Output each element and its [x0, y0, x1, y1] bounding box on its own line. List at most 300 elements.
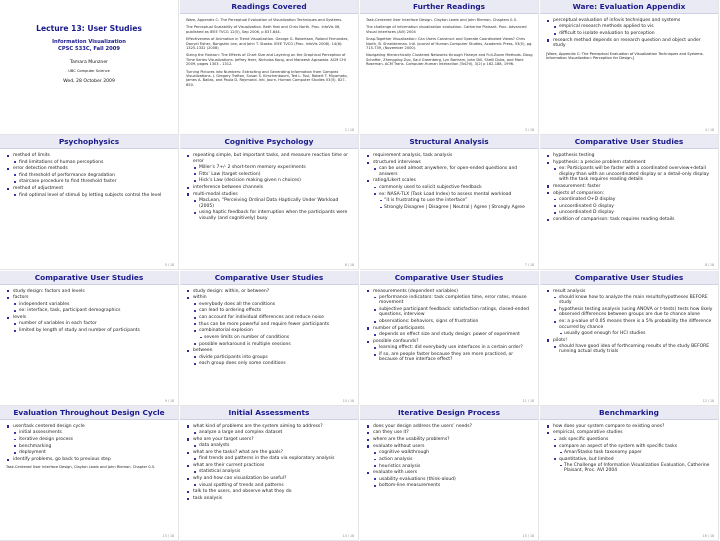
item-text: study design: factors and levels — [13, 288, 85, 294]
slide-title: Structural Analysis — [360, 135, 538, 149]
item-text: evaluate without users — [373, 443, 425, 449]
list-item — [6, 295, 173, 314]
list-item — [193, 322, 353, 327]
slide-5 — [0, 135, 179, 270]
list-item — [13, 160, 173, 165]
reference-entry: The challenge of information visualization evaluation. Catherine Plaisant. Proc. Advanced Visual Interfaces (AVI) 2004 — [366, 25, 527, 34]
item-text: depends on effect size and study design: power of experiment — [379, 332, 520, 338]
item-text: levels — [13, 315, 27, 321]
item-text: can they use it? — [373, 430, 409, 436]
slide-title: Initial Assessments — [180, 406, 358, 420]
item-text: independent variables — [19, 301, 70, 307]
list-item — [13, 308, 173, 313]
item-text: research method depends on research question and object under study — [553, 37, 701, 49]
slide-title: Psychophysics — [0, 135, 178, 149]
slide-title: Comparative User Studies — [540, 135, 718, 149]
list-item — [13, 193, 173, 198]
list-item — [193, 198, 353, 209]
page-number: 7 / 18 — [524, 263, 534, 268]
item-text: find trends and patterns in the data via exploratory analysis — [199, 456, 335, 462]
list-item — [546, 338, 713, 355]
bullet-list — [6, 153, 173, 198]
page-number: 12 / 18 — [702, 398, 714, 403]
list-item — [553, 204, 713, 209]
item-text: action analysis — [379, 456, 413, 462]
list-item — [193, 302, 353, 307]
bullet-list — [373, 332, 533, 337]
bullet-list — [553, 166, 713, 182]
list-item — [366, 153, 533, 158]
list-item — [193, 165, 353, 170]
list-item — [373, 464, 533, 469]
bullet-list — [13, 193, 173, 198]
bullet-list — [373, 345, 533, 363]
list-item — [373, 307, 533, 318]
list-item — [6, 166, 173, 185]
reference-entry: Navigating Hierarchically Clustered Networks through Fisheye and Full-Zoom Methods. Doug Schaffer, Zhengping Zuo, Saul Greenberg, Lyn Bartram, John Dill, Shelli Dubs, and Mark Roseman. ACM Trans. Computer-Human Interaction (ToCHI), 3(2) p 162-188, 1996. — [366, 53, 533, 67]
item-text: heuristics analysis — [379, 463, 421, 469]
item-text: method of adjustment — [13, 186, 64, 192]
page-number: 8 / 18 — [704, 263, 714, 268]
item-text: ex: Participants will be faster with a coordinated overview+detail display than with an uncoordinated display or a detail-only display with the task requires reading details — [559, 166, 709, 183]
item-text: what are the tasks? what are the goals? — [193, 449, 284, 455]
list-item — [553, 319, 713, 336]
list-item — [546, 217, 713, 222]
item-text: condition of comparison: task requires reading details — [553, 217, 675, 223]
bullet-list — [373, 450, 533, 469]
list-item — [373, 483, 533, 488]
list-item — [366, 470, 533, 489]
item-text: between — [193, 348, 213, 354]
reference-entry: The Perceptual Scalability of Visualization. Beth Yost and Chris North. Proc. InfoVis 06, published as IEEE TVCG 12(5), Sep 2006, p 837-844. — [186, 25, 341, 34]
item-text: data analysts — [199, 443, 230, 449]
course-name: Information Visualization — [52, 39, 126, 45]
slide-title: Evaluation Throughout Design Cycle — [0, 406, 178, 420]
list-item — [366, 160, 533, 177]
list-item — [186, 424, 353, 436]
item-text: combinatorial explosion — [199, 328, 253, 334]
reference-entry: Ware, Appendix C: The Perceptual Evaluation of Visualization Techniques and Systems. — [186, 18, 343, 22]
item-text: limited by length of study and number of participants — [19, 328, 140, 334]
item-text: find limitations of human perceptions — [19, 159, 104, 165]
item-text: possible confounds? — [373, 338, 419, 344]
slide-body — [180, 14, 358, 87]
bullet-list — [193, 430, 353, 435]
slide-12 — [540, 271, 719, 406]
item-text: Miller’s 7+/- 2 short-term memory experiments — [199, 165, 306, 171]
list-item — [366, 437, 533, 442]
list-item — [366, 326, 533, 338]
list-item — [186, 192, 353, 221]
slide-body — [0, 420, 178, 470]
list-item — [193, 355, 353, 360]
slide-7 — [360, 135, 539, 270]
page-number: 13 / 18 — [162, 533, 174, 538]
page-number: 4 / 18 — [704, 128, 714, 132]
list-item — [6, 289, 173, 294]
slide-body — [180, 285, 358, 367]
slide-title: Comparative User Studies — [360, 271, 538, 285]
bullet-list — [559, 463, 713, 474]
list-item — [546, 430, 713, 473]
item-text: initial assessments — [19, 430, 62, 436]
bullet-list — [559, 450, 713, 455]
list-item — [193, 172, 353, 177]
list-item — [186, 295, 353, 347]
item-text: multi-modal studies — [193, 191, 238, 197]
slide-13 — [0, 406, 179, 541]
item-text: staircase procedure to find threshold faster — [19, 179, 117, 185]
item-text: what kind of problems are the system aiming to address? — [193, 423, 323, 429]
list-item — [6, 186, 173, 198]
slide-6 — [180, 135, 359, 270]
list-item — [13, 321, 173, 326]
page-number: 5 / 18 — [164, 263, 174, 268]
item-text: who are your target users? — [193, 436, 254, 442]
item-text: talk to the users, and observe what they do — [193, 489, 292, 495]
item-text: identify problems, go back to previous step — [13, 456, 111, 462]
list-item — [546, 289, 713, 337]
bullet-list — [193, 198, 353, 221]
item-text: how does your system compare to existing ones? — [553, 423, 665, 429]
list-item — [373, 450, 533, 455]
list-item — [559, 450, 713, 455]
item-text: hypothesis testing — [553, 153, 595, 159]
item-text: ex: a p-value of 0.05 means there is a 5% probability the difference occurred by chance — [559, 319, 712, 330]
item-text: does your design address the users’ needs? — [373, 423, 472, 429]
list-item — [553, 166, 713, 182]
affiliation: UBC Computer Science — [68, 69, 110, 74]
slide-note: [Ware, Appendix C: The Perceptual Evaluation of Visualization Techniques and Systems. Information Visualization: Perception for Design.] — [546, 51, 704, 61]
list-item — [193, 342, 353, 347]
item-text: perceptual evaluation of infovis techniques and systems — [553, 18, 681, 23]
list-item — [373, 352, 533, 363]
reference-entry: Effectiveness of Animation in Trend Visualization. George G. Robertson, Roland Fernandez, Danyel Fisher, Bongshin Lee, and John T. Stasko. IEEE TVCG (Proc. InfoVis 2008). 14(6): 1325-1332 (2008) — [186, 37, 349, 51]
item-text: statistical analysis — [199, 469, 241, 475]
list-item — [366, 430, 533, 435]
item-text: measurement: faster — [553, 183, 601, 189]
item-text: using haptic feedback for interruption when the participants were visually (and cognitively) busy — [199, 210, 348, 221]
slide-title: Comparative User Studies — [180, 271, 358, 285]
lecture-date: Wed, 28 October 2009 — [63, 79, 115, 85]
item-text: thus can be more powerful and require fewer participants — [199, 321, 330, 327]
bullet-list — [373, 166, 533, 177]
slide-body — [360, 420, 538, 489]
list-item — [373, 345, 533, 350]
slide-15 — [360, 406, 539, 541]
slide-2 — [180, 0, 359, 135]
list-item — [373, 185, 533, 190]
title-block — [0, 0, 178, 84]
list-item — [373, 332, 533, 337]
slide-4 — [540, 0, 719, 135]
list-item — [193, 210, 353, 221]
item-text: commonly used to solicit subjective feedback — [379, 184, 482, 190]
item-text: Hick’s Law (decision making given n choices) — [199, 178, 301, 184]
list-item — [553, 197, 713, 202]
slide-body — [360, 14, 538, 67]
course-term: CPSC 533C, Fall 2009 — [58, 46, 120, 53]
slide-body — [540, 285, 718, 355]
item-text: pilots! — [553, 337, 568, 343]
list-item — [553, 437, 713, 442]
list-item — [6, 315, 173, 334]
slide-body — [180, 420, 358, 502]
bullet-list — [553, 197, 713, 216]
list-item — [193, 315, 353, 320]
list-item — [13, 302, 173, 307]
slide-body — [360, 285, 538, 363]
item-text: Fitts’ Law (target selection) — [199, 171, 261, 177]
list-item — [553, 24, 713, 29]
item-text: requirement analysis, task analysis — [373, 153, 453, 159]
bullet-list — [6, 424, 173, 463]
list-item — [366, 424, 533, 429]
item-text: ex: interface, task, participant demographics — [19, 308, 121, 314]
item-text: hypothesis testing analysis (using ANOVA or t-tests) tests how likely observed differences between groups are due to chance alone — [559, 307, 713, 318]
slide-body — [540, 149, 718, 222]
slide-title: Further Readings — [360, 0, 538, 14]
list-item — [199, 335, 353, 340]
list-item — [373, 166, 533, 177]
reference-entry: Task-Centered User Interface Design. Clayton Lewis and John Rieman, Chapters 0-5. — [366, 18, 518, 22]
bullet-list — [546, 153, 713, 222]
item-text: rating/Likert scales — [373, 178, 416, 184]
bullet-list — [366, 289, 533, 363]
item-text: should know how to analyze the main results/hypotheses BEFORE study — [559, 294, 708, 306]
reference-entry: Snap-Together Visualization: Can Users Construct and Operate Coordinated Views? Chris North, B. Shneiderman. Intl. Journal of Human-Computer Studies, Academic Press, 53(5), pg. 715-739, (November 2000). — [366, 37, 533, 51]
item-text: factors — [13, 295, 29, 301]
list-item — [193, 443, 353, 448]
item-text: empirical research methods applied to vis — [559, 24, 654, 30]
list-item — [553, 344, 713, 355]
bullet-list — [13, 430, 173, 456]
list-item — [546, 191, 713, 216]
slide-body — [540, 14, 718, 60]
list-item — [546, 38, 713, 49]
list-item — [193, 328, 353, 340]
list-item — [366, 178, 533, 210]
item-text: iterative design process — [19, 436, 73, 442]
list-item — [366, 339, 533, 363]
list-item — [13, 437, 173, 442]
item-text: within — [193, 295, 207, 301]
item-text: subjective participant feedback: satisfaction ratings, closed-ended questions, interview — [379, 307, 529, 318]
bullet-list — [193, 302, 353, 347]
page-number: 3 / 18 — [524, 128, 534, 132]
slide-1 — [0, 0, 179, 135]
list-item — [193, 469, 353, 474]
list-item — [546, 424, 713, 429]
list-item — [13, 179, 173, 184]
slide-title: Readings Covered — [180, 0, 358, 14]
list-item — [13, 173, 173, 178]
bullet-list — [379, 198, 533, 210]
bullet-list — [373, 185, 533, 210]
list-item — [13, 444, 173, 449]
slide-body — [180, 149, 358, 221]
slide-8 — [540, 135, 719, 270]
item-text: The Challenge of Information Visualization Evaluation, Catherine Plaisant, Proc. AVI 2004 — [564, 463, 710, 474]
slide-title: Ware: Evaluation Appendix — [540, 0, 718, 14]
list-item — [546, 184, 713, 189]
item-text: can lead to ordering effects — [199, 308, 262, 314]
item-text: usability evaluations (think-aloud) — [379, 476, 456, 482]
item-text: find threshold of performance degradation — [19, 172, 115, 178]
list-item — [553, 210, 713, 215]
bullet-list — [186, 424, 353, 502]
list-item — [186, 450, 353, 462]
page-number: 14 / 18 — [342, 533, 354, 538]
bullet-list — [193, 469, 353, 474]
list-item — [373, 319, 533, 324]
item-text: usually good enough for HCI studies — [564, 330, 646, 336]
list-item — [186, 153, 353, 184]
slide-title: Cognitive Psychology — [180, 135, 358, 149]
bullet-list — [13, 160, 173, 165]
item-text: coordinated O+D display — [559, 196, 616, 202]
item-text: repeating simple, but important tasks, and measure reaction time or error — [193, 153, 348, 164]
slide-body — [0, 149, 178, 198]
bullet-list — [199, 335, 353, 340]
bullet-list — [193, 456, 353, 461]
item-text: method of limits — [13, 153, 50, 159]
item-text: Strongly Disagree | Disagree | Neutral | Agree | Strongly Agree — [384, 204, 525, 210]
bullet-list — [13, 173, 173, 185]
bullet-list — [193, 355, 353, 367]
slide-note: Task-Centered User Interface Design, Clayton Lewis and John Rieman, Chapter 0-5. — [6, 465, 156, 470]
slide-11 — [360, 271, 539, 406]
slide-body — [540, 420, 718, 474]
item-text: benchmarking — [19, 443, 52, 449]
slide-body — [360, 149, 538, 210]
item-text: possible workaround is multiple sessions — [199, 341, 291, 347]
list-item — [186, 489, 353, 494]
item-text: structured interviews — [373, 159, 421, 165]
list-item — [193, 430, 353, 435]
bullet-list — [186, 289, 353, 367]
item-text: each group does only some conditions — [199, 361, 286, 367]
page-number: 6 / 18 — [344, 263, 354, 268]
bullet-list — [373, 477, 533, 489]
bullet-list — [546, 18, 713, 49]
item-text: empirical, comparative studies — [553, 430, 623, 436]
item-text: can be used almost anywhere, for open-ended questions and answers — [379, 166, 518, 177]
list-item — [559, 331, 713, 336]
list-item — [546, 18, 713, 37]
page-number: 2 / 18 — [344, 128, 354, 132]
item-text: objects of comparison: — [553, 190, 605, 196]
item-text: evaluate with users — [373, 470, 418, 476]
item-text: can account for individual differences and reduce noise — [199, 315, 324, 321]
bullet-list — [13, 302, 173, 314]
item-text: number of participants — [373, 325, 425, 331]
item-text: ex: NASA-TLX (Task Load Index) to assess mental workload — [379, 191, 512, 197]
list-item — [553, 444, 713, 456]
list-item — [6, 153, 173, 165]
item-text: learning effect: did everybody use interfaces in a certain order? — [379, 345, 523, 351]
slide-title: Comparative User Studies — [0, 271, 178, 285]
item-text: compare an aspect of the system with specific tasks — [559, 443, 678, 449]
slide-title: Iterative Design Process — [360, 406, 538, 420]
slide-10 — [180, 271, 359, 406]
list-item — [559, 463, 713, 474]
reference-entry: Sizing the Horizon: The Effects of Chart Size and Layering on the Graphical Perception of Time Series Visualizations. Jeffrey Heer, Nicholas Kong, and Maneesh Agrawala. ACM CHI 2009, pages 1303 - 1312. — [186, 53, 346, 67]
list-item — [186, 289, 353, 294]
bullet-list — [373, 295, 533, 325]
list-item — [546, 160, 713, 183]
item-text: visual spotting of trends and patterns — [199, 482, 284, 488]
item-text: Amar/Stasko task taxonomy paper — [564, 449, 642, 455]
list-item — [366, 444, 533, 469]
page-number: 9 / 18 — [164, 398, 174, 403]
slide-title: Benchmarking — [540, 406, 718, 420]
list-item — [553, 307, 713, 318]
list-item — [553, 457, 713, 474]
list-item — [193, 308, 353, 313]
list-item — [546, 153, 713, 158]
item-text: deployment — [19, 450, 46, 456]
list-item — [186, 496, 353, 501]
list-item — [379, 198, 533, 203]
bullet-list — [193, 165, 353, 184]
list-item — [373, 457, 533, 462]
bullet-list — [553, 437, 713, 474]
bullet-list — [559, 331, 713, 336]
list-item — [366, 289, 533, 325]
list-item — [186, 437, 353, 449]
bullet-list — [193, 483, 353, 488]
bullet-list — [546, 424, 713, 474]
bullet-list — [186, 153, 353, 221]
slide-3 — [360, 0, 539, 135]
item-text: what are their current practices — [193, 463, 265, 469]
slide-16 — [540, 406, 719, 541]
item-text: user/task centered design cycle — [13, 423, 85, 429]
item-text: quantitative, but limited — [559, 456, 614, 462]
item-text: performance indicators: task completion time, error rates, mouse movement — [379, 294, 527, 306]
item-text: hypothesis: a precise problem statement — [553, 159, 646, 165]
page-number: 10 / 18 — [342, 398, 354, 403]
list-item — [13, 328, 173, 333]
lecture-title: Lecture 13: User Studies — [36, 24, 142, 33]
item-text: severe limits on number of conditions — [204, 334, 290, 340]
list-item — [186, 476, 353, 488]
item-text: analyze a large and complex dataset — [199, 430, 283, 436]
list-item — [373, 192, 533, 211]
list-item — [373, 477, 533, 482]
item-text: observations: behaviors, signs of frustration — [379, 319, 479, 325]
item-text: task analysis — [193, 496, 223, 501]
item-text: result analysis — [553, 288, 586, 294]
bullet-list — [366, 424, 533, 489]
list-item — [186, 348, 353, 367]
slide-9 — [0, 271, 179, 406]
item-text: uncoordinated D display — [559, 210, 614, 216]
list-item — [373, 295, 533, 306]
list-item — [193, 483, 353, 488]
list-item — [6, 457, 173, 462]
author-name: Tamara Munzner — [69, 60, 109, 66]
bullet-list — [6, 289, 173, 334]
list-item — [13, 450, 173, 455]
item-text: where are the usability problems? — [373, 437, 450, 443]
bullet-list — [553, 344, 713, 355]
list-item — [6, 424, 173, 456]
reference-entry: Turning Pictures into Numbers: Extracting and Generating Information from Complex Visualizations. J. Gregory Trafton, Susan S. Kirschenbaum, Ted L. Tsui, Robert T. Miyamoto, James A. Ballas, and Paula D. Raymond. Intl. Journ. Human Computer Studies 53(5), 827-850. — [186, 69, 348, 87]
list-item — [193, 361, 353, 366]
slide-title: Comparative User Studies — [540, 271, 718, 285]
